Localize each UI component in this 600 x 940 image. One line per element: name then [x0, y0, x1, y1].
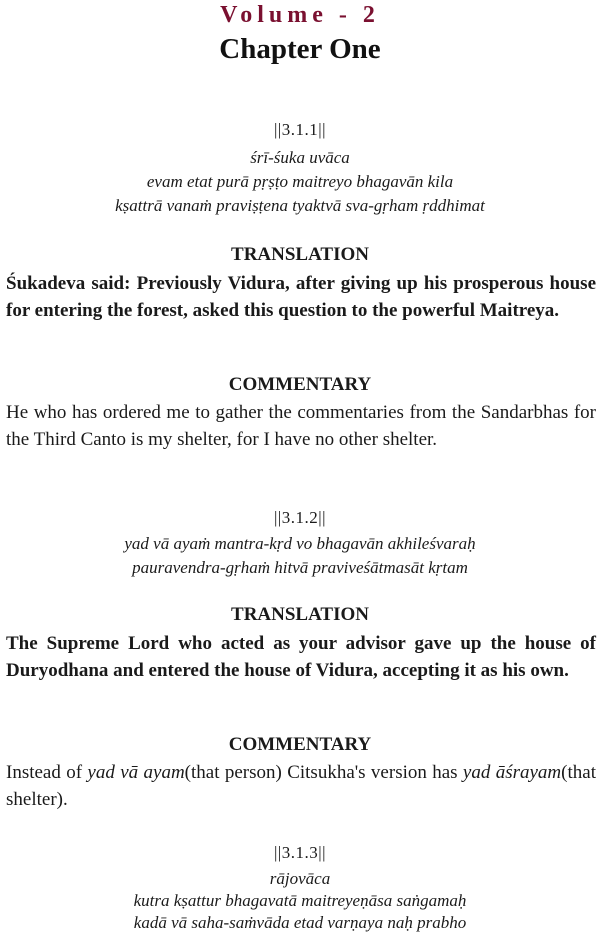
verse-line: evam etat purā pṛṣṭo maitreyo bhagavān kila — [146, 172, 454, 191]
verse-line: kutra kṣattur bhagavatā maitreyeṇāsa saṅgamaḥ — [133, 891, 467, 910]
verse-number: ||3.1.2|| — [273, 508, 327, 527]
commentary-segment: (that person) Citsukha's version has — [184, 762, 463, 783]
commentary-segment: (that shelter). — [6, 762, 596, 810]
verse-speaker: rājovāca — [269, 869, 331, 888]
commentary-text: He who has ordered me to gather the commentaries from the Sandarbhas for the Third Canto is my shelter, for I have no other shelter. — [6, 402, 596, 450]
translation-text: The Supreme Lord who acted as your advisor gave up the house of Duryodhana and entered the house of Vidura, accepting it as his own. — [6, 633, 596, 681]
commentary-sanskrit-term: yad vā ayam — [87, 762, 185, 783]
chapter-title: Chapter One — [219, 33, 381, 65]
volume-title: Volume - 2 — [220, 2, 380, 28]
verse-line: kadā vā saha-saṁvāda etad varṇaya naḥ prabho — [133, 913, 467, 932]
translation-text: Śukadeva said: Previously Vidura, after giving up his prosperous house for entering the forest, asked this question to the powerful Maitreya. — [6, 273, 596, 321]
verse-number: ||3.1.1|| — [273, 120, 327, 139]
commentary-sanskrit-term: yad āśrayam — [462, 762, 562, 783]
translation-heading: TRANSLATION — [231, 604, 369, 625]
translation-heading: TRANSLATION — [231, 244, 369, 265]
commentary-heading: COMMENTARY — [228, 734, 372, 755]
verse-line: kṣattrā vanaṁ praviṣṭena tyaktvā sva-gṛham ṛddhimat — [115, 196, 485, 215]
commentary-heading: COMMENTARY — [228, 374, 372, 395]
verse-speaker: śrī-śuka uvāca — [250, 148, 350, 167]
verse-number: ||3.1.3|| — [273, 843, 327, 862]
verse-line: yad vā ayaṁ mantra-kṛd vo bhagavān akhileśvaraḥ — [124, 534, 476, 553]
verse-line: pauravendra-gṛhaṁ hitvā praviveśātmasāt kṛtam — [132, 558, 468, 577]
commentary-text — [6, 759, 596, 813]
commentary-segment: Instead of — [6, 762, 88, 783]
